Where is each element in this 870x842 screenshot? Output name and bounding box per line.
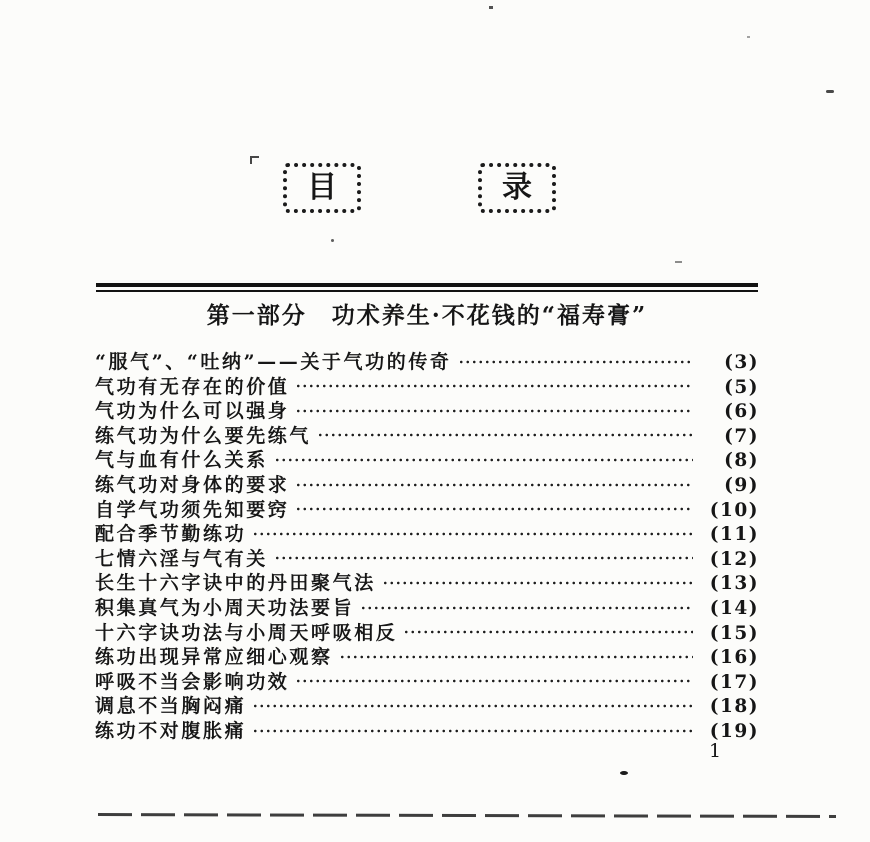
scan-speck xyxy=(620,771,628,775)
toc-entry xyxy=(95,495,759,520)
dot-leader xyxy=(252,728,693,734)
toc-entry-page: (14) xyxy=(709,597,759,619)
dot-leader xyxy=(403,629,693,635)
toc-entry xyxy=(95,519,759,544)
toc-entry xyxy=(95,642,759,667)
dot-leader xyxy=(382,580,693,586)
title-char-right: 录 xyxy=(502,170,532,205)
dot-leader xyxy=(274,457,693,463)
toc-entry xyxy=(95,470,759,495)
dot-leader xyxy=(252,531,693,537)
dot-leader xyxy=(295,678,693,684)
toc-entry xyxy=(95,372,759,397)
dot-leader xyxy=(458,359,693,365)
dot-leader xyxy=(274,555,693,561)
toc-entry-title: 气功有无存在的价值 xyxy=(95,375,290,398)
toc-entry-page: (18) xyxy=(709,696,759,718)
horizontal-rule-thin xyxy=(96,290,758,292)
toc-entry-title: 十六字诀功法与小周天呼吸相反 xyxy=(95,621,398,644)
toc-entry-title: 积集真气为小周天功法要旨 xyxy=(95,596,355,619)
toc-entry-page: (6) xyxy=(724,401,759,423)
dot-leader xyxy=(295,383,693,389)
toc-entry-title: 练气功为什么要先练气 xyxy=(95,424,312,447)
toc-entry xyxy=(95,667,759,692)
dot-leader xyxy=(317,432,693,438)
toc-entry xyxy=(95,396,759,421)
toc-entry-page: (10) xyxy=(709,499,759,521)
title-char-left: 目 xyxy=(307,170,337,205)
page-title xyxy=(283,163,556,213)
toc-entry-page: (5) xyxy=(724,376,759,398)
toc-entry-title: 练气功对身体的要求 xyxy=(95,473,290,496)
dot-leader xyxy=(252,703,693,709)
toc-entry-title: 七情六淫与气有关 xyxy=(95,547,268,570)
dot-leader xyxy=(295,482,693,488)
scan-speck xyxy=(250,156,259,164)
toc-entry-title: 配合季节勤练功 xyxy=(95,523,247,546)
toc-entry xyxy=(95,618,759,643)
toc-entry-title: 调息不当胸闷痛 xyxy=(95,695,247,718)
toc-entry-page: (9) xyxy=(724,474,759,496)
scan-speck xyxy=(489,6,493,9)
section-heading: 第一部分 功术养生·不花钱的“福寿膏” xyxy=(206,302,648,329)
toc-entry xyxy=(95,716,759,741)
page-number: 1 xyxy=(708,740,722,762)
toc-entry xyxy=(95,347,759,372)
dot-leader xyxy=(339,654,693,660)
toc-entry-page: (17) xyxy=(709,671,759,693)
toc-entry-title: 长生十六字诀中的丹田聚气法 xyxy=(95,572,376,595)
toc-entry-title: 气功为什么可以强身 xyxy=(95,400,290,423)
toc-entry-page: (19) xyxy=(709,720,759,742)
horizontal-rule-thick xyxy=(96,283,758,287)
scan-artifact-line xyxy=(98,813,836,818)
toc-entry-title: 气与血有什么关系 xyxy=(95,449,268,472)
toc-entry-page: (8) xyxy=(724,450,759,472)
toc-entry xyxy=(95,445,759,470)
toc-entry xyxy=(95,568,759,593)
toc-entry-page: (7) xyxy=(724,425,759,447)
dot-leader xyxy=(295,506,693,512)
toc-entry-title: 练功不对腹胀痛 xyxy=(95,719,247,742)
toc-entry-page: (15) xyxy=(709,622,759,644)
toc-entry xyxy=(95,544,759,569)
toc-entry-page: (12) xyxy=(709,548,759,570)
toc-entry-page: (11) xyxy=(709,524,759,546)
dot-leader xyxy=(360,605,693,611)
toc-entry-title: 自学气功须先知要窍 xyxy=(95,498,290,521)
scan-speck xyxy=(331,239,334,242)
ornamental-frame-icon xyxy=(478,163,556,213)
toc-entry-title: 呼吸不当会影响功效 xyxy=(95,670,290,693)
dot-leader xyxy=(295,408,693,414)
table-of-contents xyxy=(95,347,759,741)
scan-speck xyxy=(747,36,750,38)
toc-entry-title: “服气”、“吐纳”——关于气功的传奇 xyxy=(95,351,452,373)
toc-entry-title: 练功出现异常应细心观察 xyxy=(95,646,333,669)
toc-entry-page: (13) xyxy=(709,573,759,595)
toc-entry-page: (16) xyxy=(709,647,759,669)
scan-speck xyxy=(826,90,834,93)
scan-speck xyxy=(675,261,682,263)
toc-entry-page: (3) xyxy=(724,352,759,373)
ornamental-frame-icon xyxy=(283,163,361,213)
toc-entry xyxy=(95,691,759,716)
toc-entry xyxy=(95,421,759,446)
toc-entry xyxy=(95,593,759,618)
